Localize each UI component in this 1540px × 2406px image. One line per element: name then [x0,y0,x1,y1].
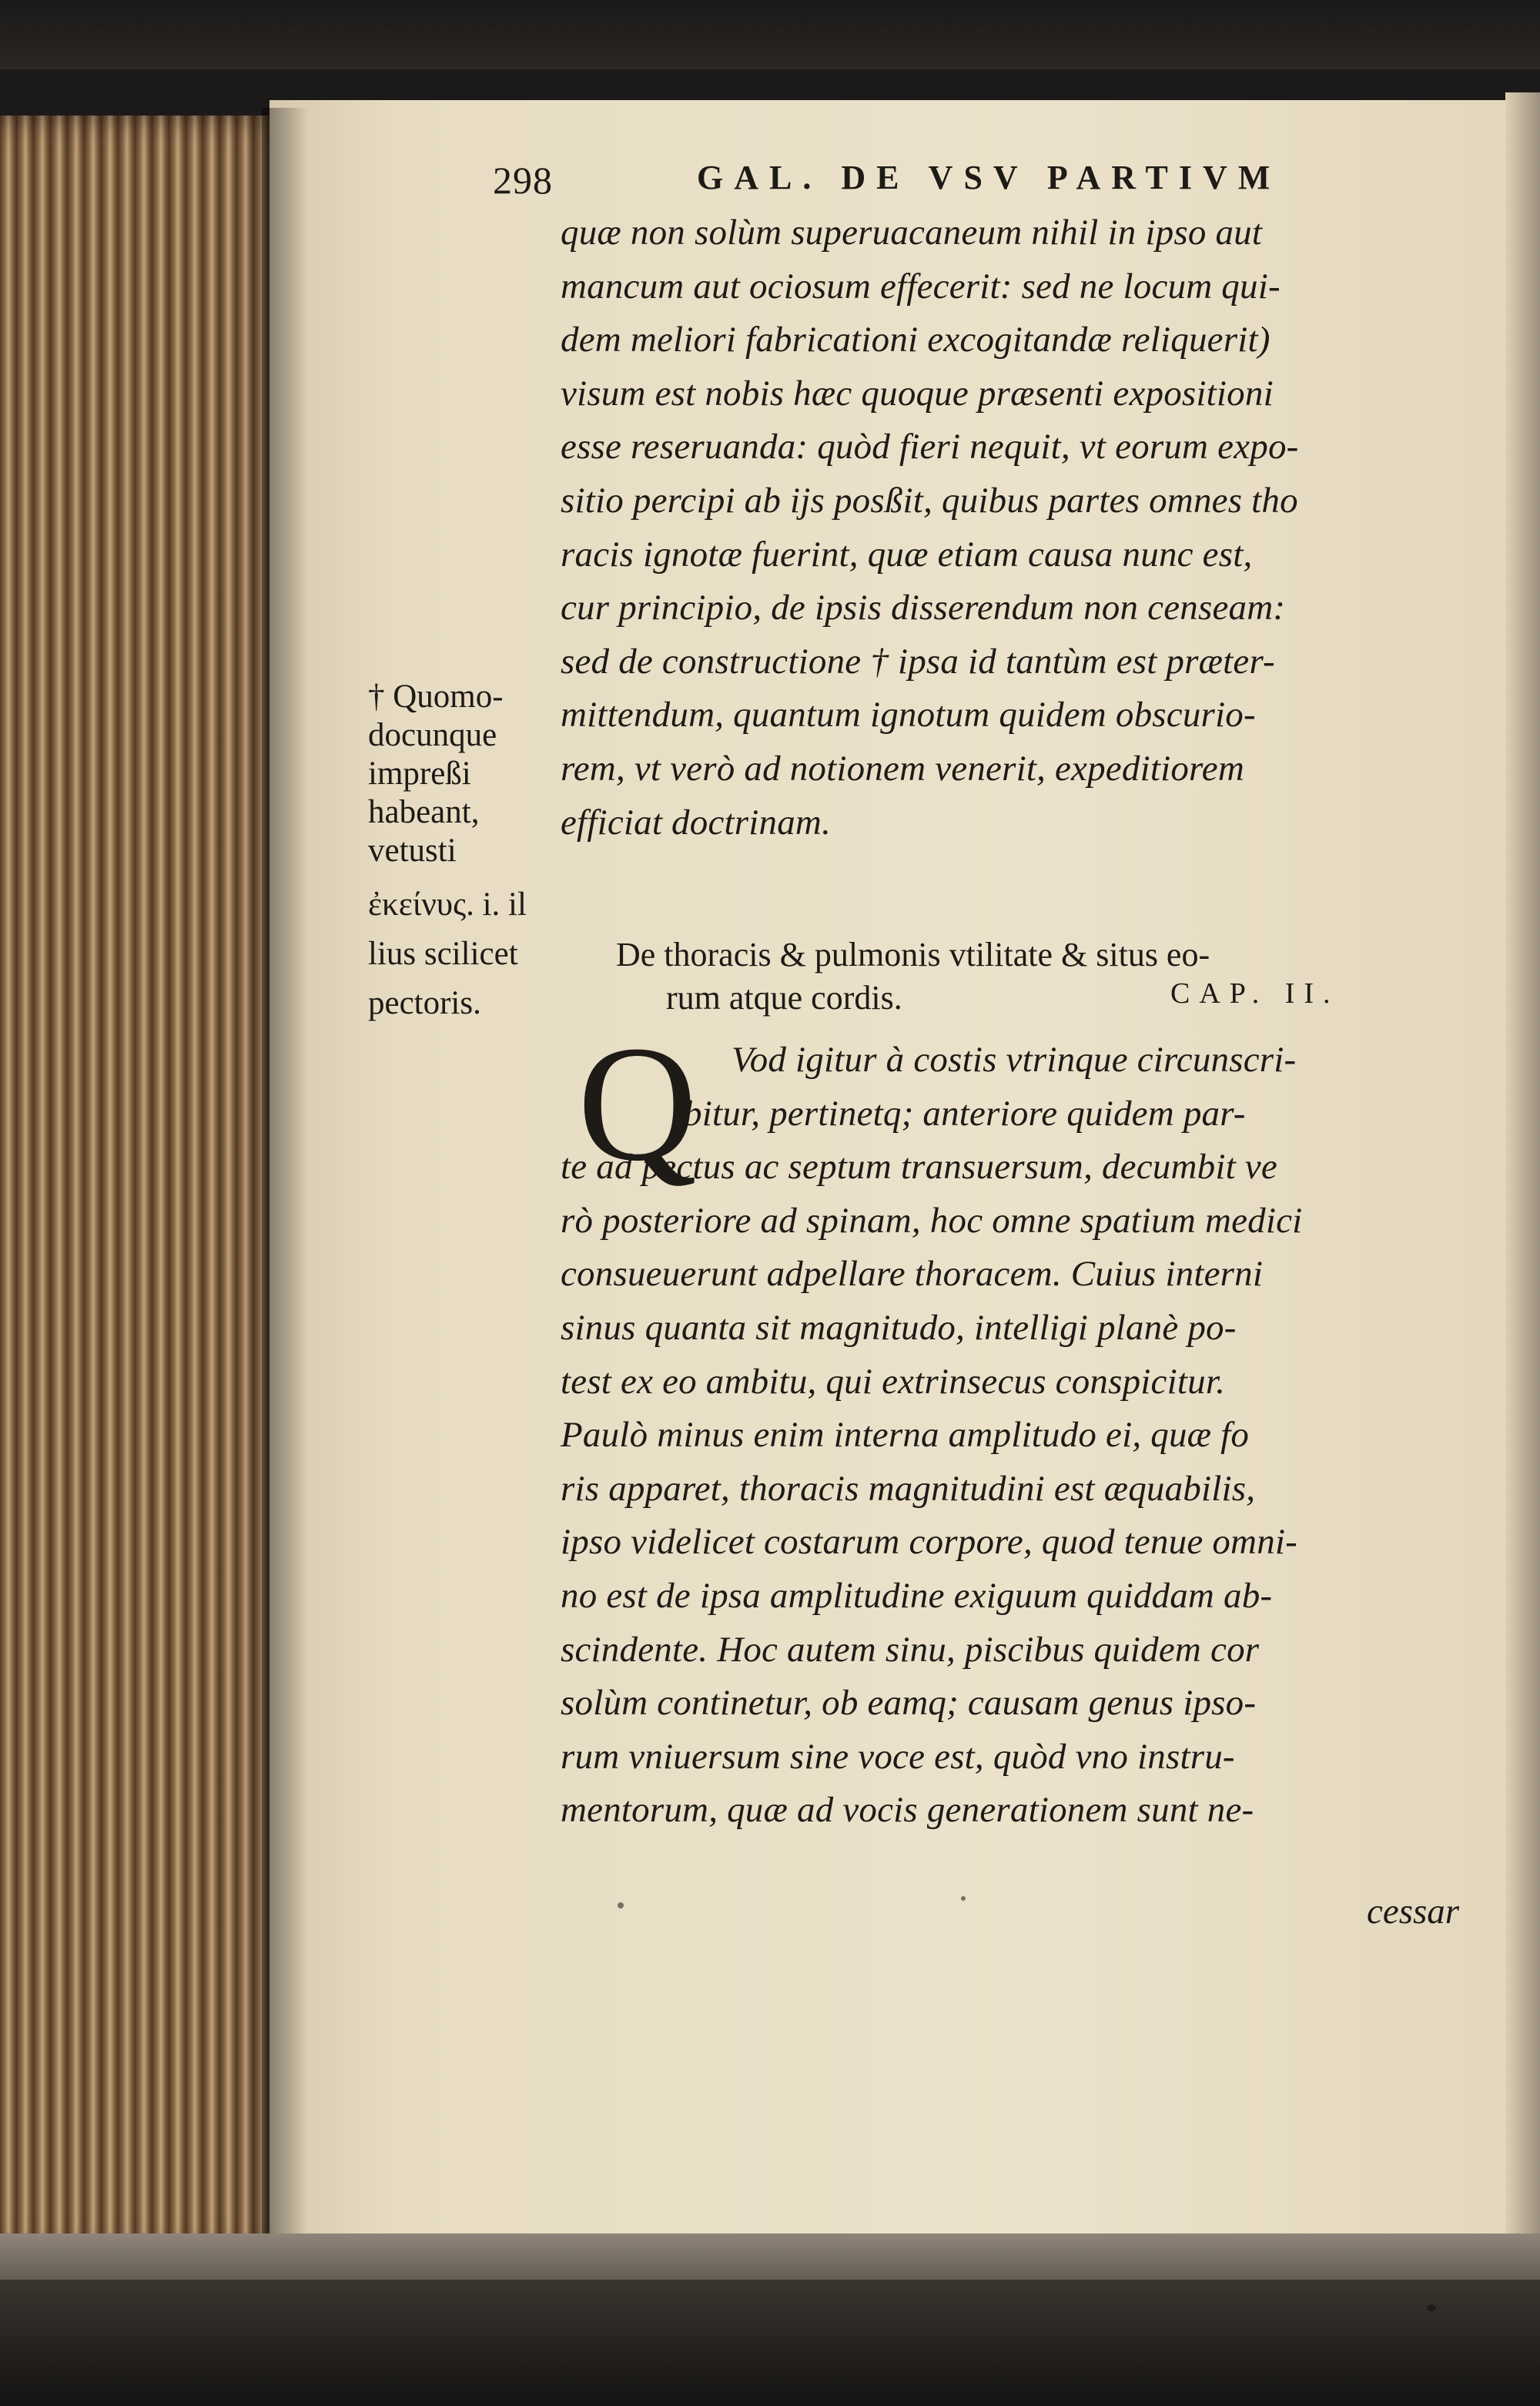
drop-cap-initial: Q [578,1011,698,1195]
text-line: cur principio, de ipsis disserendum non censeam: [561,588,1286,628]
marginal-note [368,678,527,1023]
marginal-note-line: † Quomo- [368,679,504,715]
page-stack-edge [0,116,293,2257]
text-line: mentorum, quæ ad vocis generationem sunt ne- [561,1790,1254,1831]
marginal-note-line: vetusti [368,833,457,869]
marginal-note-line: ἐκείνυς. i. il [368,886,527,923]
text-line: efficiat doctrinam. [561,802,832,843]
ink-speck [1427,2304,1436,2311]
chapter-heading-line-1: De thoracis & pulmonis vtilitate & situs eo- [616,936,1210,973]
page-curl-edge [1505,92,1540,2249]
text-line: esse reseruanda: quòd fieri nequit, vt eorum expo- [561,427,1299,467]
text-line: rum vniuersum sine voce est, quòd vno instru- [561,1736,1235,1777]
text-line: te ad pectus ac septum transuersum, decumbit ve [561,1147,1277,1188]
running-head: GAL. DE VSV PARTIVM [697,159,1281,196]
catchword: cessar [1367,1892,1460,1932]
chapter-text-block [561,1034,1302,1838]
gutter-shadow [262,108,308,2257]
marginal-note-line: docunque [368,717,497,753]
text-line: mittendum, quantum ignotum quidem obscurio- [561,695,1256,736]
text-line: racis ignotæ fuerint, quæ etiam causa nunc est, [561,534,1253,575]
text-line: no est de ipsa amplitudine exiguum quiddam ab- [561,1575,1273,1616]
text-line: sitio percipi ab ijs posßit, quibus partes omnes tho [561,480,1298,521]
text-line: ipso videlicet costarum corpore, quod tenue omni- [561,1522,1298,1563]
text-line: dem meliori fabricationi excogitandæ reliquerit) [561,320,1270,360]
background-bottom [0,2280,1540,2406]
text-line: consueuerunt adpellare thoracem. Cuius interni [561,1254,1264,1295]
text-line: rem, vt verò ad notionem venerit, expeditiorem [561,748,1244,789]
marginal-note-line: pectoris. [368,985,481,1021]
marginal-note-line: lius scilicet [368,936,518,972]
text-line: Vod igitur à costis vtrinque circunscri- [732,1040,1297,1080]
ink-speck [618,1902,624,1908]
text-line: test ex eo ambitu, qui extrinsecus conspicitur. [561,1361,1226,1402]
text-line: rò posteriore ad spinam, hoc omne spatium medici [561,1200,1303,1241]
chapter-number: CAP. II. [1170,977,1340,1010]
text-line: bitur, pertinetq; anteriore quidem par- [684,1093,1246,1134]
marginal-note-line: habeant, [368,794,480,830]
text-line: quæ non solùm superuacaneum nihil in ipso aut [561,213,1263,253]
text-line: sinus quanta sit magnitudo, intelligi planè po- [561,1307,1237,1348]
marginal-note-line: impreßi [368,756,471,792]
ink-speck [961,1896,966,1901]
text-line: solùm continetur, ob eamq; causam genus ipso- [561,1683,1257,1724]
text-line: visum est nobis hæc quoque præsenti expositioni [561,373,1274,414]
main-text-block [561,206,1299,849]
text-line: mancum aut ociosum effecerit: sed ne locum qui- [561,266,1281,307]
background-top [0,0,1540,69]
chapter-heading [616,933,1210,1020]
page-number: 298 [493,159,553,202]
text-line: scindente. Hoc autem sinu, piscibus quidem cor [561,1629,1260,1670]
text-line: Paulò minus enim interna amplitudo ei, quæ fo [561,1415,1250,1456]
text-line: ris apparet, thoracis magnitudini est æquabilis, [561,1468,1256,1509]
chapter-heading-line-2: rum atque cordis. [666,979,902,1017]
text-line: sed de constructione † ipsa id tantùm est præter- [561,641,1275,682]
